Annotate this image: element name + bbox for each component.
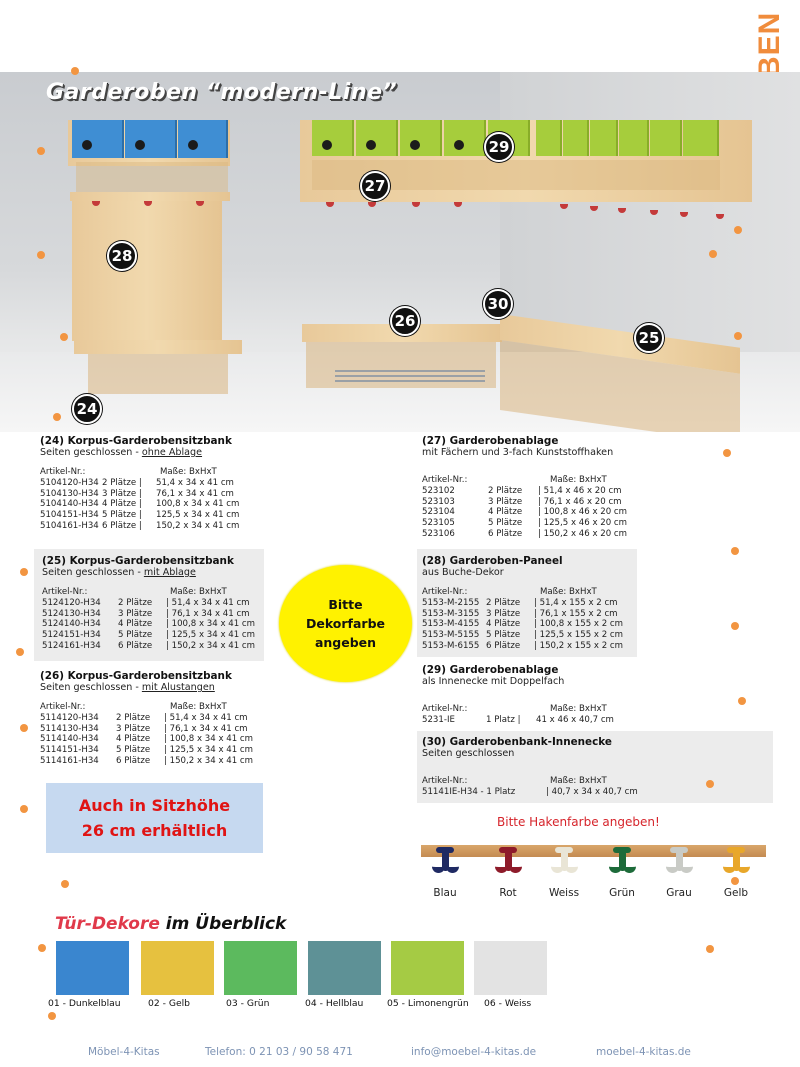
badge-30: 30: [483, 289, 513, 319]
badge-29: 29: [484, 132, 514, 162]
badge-27: 27: [360, 171, 390, 201]
column-dimensions: Maße: BxHxT: [170, 702, 227, 712]
door-green: [619, 120, 649, 156]
door-blue: [125, 120, 177, 158]
product-30-spec: [417, 731, 773, 803]
column-dimensions: Maße: BxHxT: [170, 587, 227, 597]
badge-28: 28: [107, 241, 137, 271]
swatch-label: 04 - Hellblau: [305, 998, 364, 1009]
decor-dot: [20, 568, 28, 576]
hook-color-title: Bitte Hakenfarbe angeben!: [497, 815, 660, 829]
decor-dot: [734, 226, 742, 234]
table-row: 51141IE-H34 - 1 Platz | 40,7 x 34 x 40,7 cm: [422, 786, 638, 797]
swatch-weiss: [474, 941, 547, 995]
table-row: 5153-M-5155 5 Plätze | 125,5 x 155 x 2 cm: [422, 630, 624, 641]
bench-seat: [74, 340, 242, 354]
decor-dot: [37, 251, 45, 259]
decor-dot: [731, 877, 739, 885]
hook-option-grau: Grau: [653, 847, 705, 899]
footer-company: Möbel-4-Kitas: [88, 1046, 160, 1058]
column-dimensions: Maße: BxHxT: [550, 776, 607, 786]
product-25-spec: [34, 549, 264, 661]
table-row: 5124120-H34 2 Plätze | 51,4 x 34 x 41 cm: [42, 597, 250, 608]
product-29-spec: [422, 664, 662, 726]
bench-body: [88, 354, 228, 394]
product-title: (25) Korpus-Garderobensitzbank: [42, 555, 234, 567]
table-row: 523104 4 Plätze | 100,8 x 46 x 20 cm: [422, 507, 628, 518]
table-row: 523105 5 Plätze | 125,5 x 46 x 20 cm: [422, 518, 628, 529]
table-row: 5114161-H34 6 Plätze | 150,2 x 34 x 41 cm: [40, 755, 254, 766]
column-dimensions: Maße: BxHxT: [540, 587, 597, 597]
badge-25: 25: [634, 323, 664, 353]
product-subtitle: Seiten geschlossen - mit Ablage: [42, 567, 196, 578]
decor-dot: [16, 648, 24, 656]
footer-website[interactable]: moebel-4-kitas.de: [596, 1046, 691, 1058]
hook-option-rot: Rot: [482, 847, 534, 899]
door-green: [683, 120, 719, 156]
product-subtitle: Seiten geschlossen: [422, 748, 515, 759]
column-article: Artikel-Nr.:: [422, 776, 468, 786]
decor-dot: [61, 880, 69, 888]
door-green: [400, 120, 442, 156]
table-row: 5114140-H34 4 Plätze | 100,8 x 34 x 41 cm: [40, 734, 254, 745]
column-article: Artikel-Nr.:: [422, 475, 468, 485]
badge-24: 24: [72, 394, 102, 424]
hook-icon: [721, 847, 751, 877]
product-27-spec: [422, 435, 662, 540]
swatch-label: 06 - Weiss: [484, 998, 532, 1009]
decor-dot: [60, 333, 68, 341]
table-row: 523103 3 Plätze | 76,1 x 46 x 20 cm: [422, 496, 622, 507]
hook-option-weiss: Weiss: [538, 847, 590, 899]
badge-26: 26: [390, 306, 420, 336]
swatch-label: 02 - Gelb: [148, 998, 191, 1009]
decor-dot: [738, 697, 746, 705]
door-blue: [178, 120, 228, 158]
product-title: (24) Korpus-Garderobensitzbank: [40, 435, 232, 447]
column-article: Artikel-Nr.:: [40, 702, 86, 712]
column-dimensions: Maße: BxHxT: [160, 467, 217, 477]
product-24-spec: [40, 435, 265, 532]
table-row: 5153-M-3155 3 Plätze | 76,1 x 155 x 2 cm: [422, 608, 618, 619]
table-row: 5124140-H34 4 Plätze | 100,8 x 34 x 41 cm: [42, 619, 256, 630]
swatch-hellblau: [308, 941, 381, 995]
swatch-label: 01 - Dunkelblau: [48, 998, 121, 1009]
product-title: (29) Garderobenablage: [422, 664, 559, 676]
column-article: Artikel-Nr.:: [40, 467, 86, 477]
hero-product-image: [0, 72, 800, 432]
column-dimensions: Maße: BxHxT: [550, 704, 607, 714]
table-row: 5114130-H34 3 Plätze | 76,1 x 34 x 41 cm: [40, 723, 248, 734]
swatch-dunkelblau: [56, 941, 129, 995]
decor-dot: [706, 945, 714, 953]
hook-option-blau: Blau: [419, 847, 471, 899]
table-row: 5104130-H34 3 Plätze | 76,1 x 34 x 41 cm: [40, 488, 234, 499]
product-title: (28) Garderoben-Paneel: [422, 555, 563, 567]
door-decor-title: Tür-Dekore im Überblick: [55, 914, 287, 934]
hook-option-gelb: Gelb: [710, 847, 762, 899]
swatch-limonengruen: [391, 941, 464, 995]
table-row: 5153-M-6155 6 Plätze | 150,2 x 155 x 2 cm: [422, 640, 624, 651]
table-row: 523102 2 Plätze | 51,4 x 46 x 20 cm: [422, 485, 622, 496]
table-row: 5114151-H34 5 Plätze | 125,5 x 34 x 41 cm: [40, 745, 254, 756]
door-blue: [72, 120, 124, 158]
table-row: 5153-M-4155 4 Plätze | 100,8 x 155 x 2 cm: [422, 619, 624, 630]
product-26-spec: [40, 670, 270, 767]
product-title: (27) Garderobenablage: [422, 435, 559, 447]
table-row: 5104140-H34 4 Plätze | 100,8 x 34 x 41 cm: [40, 499, 240, 510]
decor-dot: [71, 67, 79, 75]
decor-dot: [20, 724, 28, 732]
table-row: 5104120-H34 2 Plätze | 51,4 x 34 x 41 cm: [40, 477, 234, 488]
decor-dot: [20, 805, 28, 813]
product-title: (26) Korpus-Garderobensitzbank: [40, 670, 232, 682]
decor-dot: [723, 449, 731, 457]
decor-color-note: Bitte Dekorfarbe angeben: [279, 565, 412, 682]
hook-option-gruen: Grün: [596, 847, 648, 899]
footer-email[interactable]: info@moebel-4-kitas.de: [411, 1046, 537, 1058]
product-subtitle: mit Fächern und 3-fach Kunststoffhaken: [422, 447, 614, 458]
decor-dot: [48, 1012, 56, 1020]
decor-dot: [37, 147, 45, 155]
hook-icon: [493, 847, 523, 877]
decor-dot: [38, 944, 46, 952]
hook-icon: [664, 847, 694, 877]
decor-dot: [53, 413, 61, 421]
product-subtitle: als Innenecke mit Doppelfach: [422, 676, 565, 687]
decor-dot: [734, 332, 742, 340]
product-subtitle: Seiten geschlossen - ohne Ablage: [40, 447, 203, 458]
product-subtitle: aus Buche-Dekor: [422, 567, 504, 578]
table-row: 5104151-H34 5 Plätze | 125,5 x 34 x 41 cm: [40, 510, 240, 521]
table-row: 5114120-H34 2 Plätze | 51,4 x 34 x 41 cm: [40, 712, 248, 723]
column-article: Artikel-Nr.:: [422, 704, 468, 714]
table-row: 5231-IE 1 Platz | 41 x 46 x 40,7 cm: [422, 714, 614, 725]
column-dimensions: Maße: BxHxT: [550, 475, 607, 485]
door-green: [356, 120, 398, 156]
cubby-row: [76, 162, 228, 192]
product-subtitle: Seiten geschlossen - mit Alustangen: [40, 682, 215, 693]
seat-height-note: Auch in Sitzhöhe 26 cm erhältlich: [46, 783, 263, 853]
table-row: 523106 6 Plätze | 150,2 x 46 x 20 cm: [422, 528, 628, 539]
table-row: 5124130-H34 3 Plätze | 76,1 x 34 x 41 cm: [42, 608, 250, 619]
decor-dot: [731, 547, 739, 555]
table-row: 5124151-H34 5 Plätze | 125,5 x 34 x 41 cm: [42, 630, 256, 641]
swatch-gruen: [224, 941, 297, 995]
door-green: [312, 120, 354, 156]
page-title: Garderoben “modern-Line”: [46, 80, 398, 105]
table-row: 5153-M-2155 2 Plätze | 51,4 x 155 x 2 cm: [422, 597, 618, 608]
table-row: 5104161-H34 6 Plätze | 150,2 x 34 x 41 cm: [40, 520, 240, 531]
door-green: [650, 120, 682, 156]
hook-icon: [430, 847, 460, 877]
hook-icon: [549, 847, 579, 877]
column-article: Artikel-Nr.:: [422, 587, 468, 597]
table-row: 5124161-H34 6 Plätze | 150,2 x 34 x 41 cm: [42, 640, 256, 651]
decor-dot: [731, 622, 739, 630]
door-green: [590, 120, 618, 156]
hook-icon: [607, 847, 637, 877]
back-panel: [72, 201, 222, 341]
door-green: [563, 120, 589, 156]
door-green: [536, 120, 562, 156]
product-title: (30) Garderobenbank-Innenecke: [422, 736, 612, 748]
column-article: Artikel-Nr.:: [42, 587, 88, 597]
shelf-board: [70, 192, 230, 201]
footer-phone: Telefon: 0 21 03 / 90 58 471: [205, 1046, 353, 1058]
decor-dot: [706, 780, 714, 788]
swatch-label: 05 - Limonengrün: [387, 998, 469, 1009]
swatch-label: 03 - Grün: [226, 998, 270, 1009]
door-green: [444, 120, 486, 156]
decor-dot: [709, 250, 717, 258]
swatch-gelb: [141, 941, 214, 995]
product-28-spec: [417, 549, 637, 657]
